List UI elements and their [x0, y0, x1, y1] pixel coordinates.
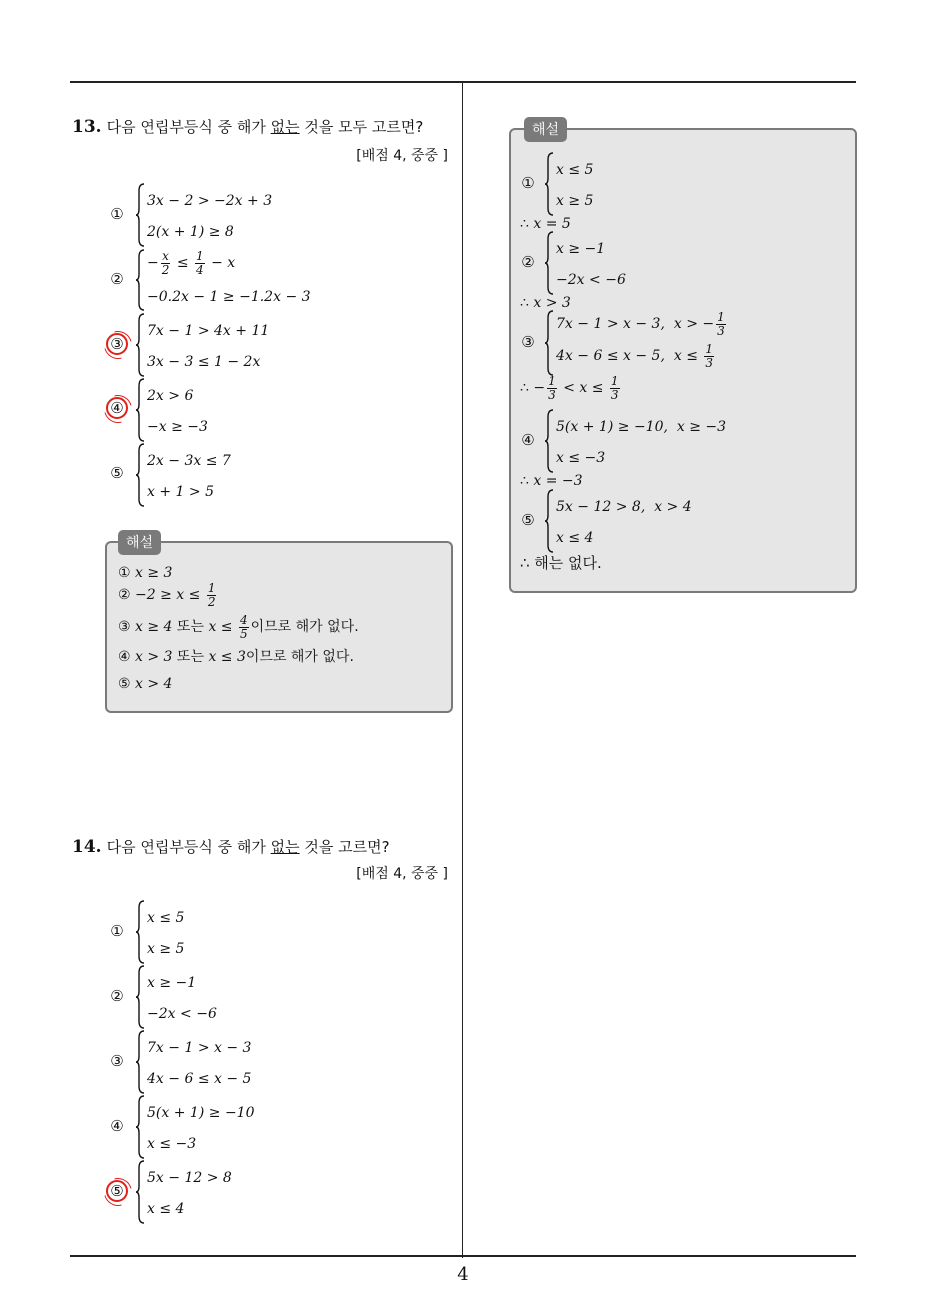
question-14-header: [72, 836, 390, 857]
option-3-line-2: 3x − 3 ≤ 1 − 2x: [147, 354, 261, 370]
solution-line: ⑤ x > 4: [118, 676, 173, 692]
solution-line: x ≤ −3: [556, 450, 606, 466]
option-2-line-2: −0.2x − 1 ≥ −1.2x − 3: [147, 289, 311, 305]
brace-icon: [545, 409, 554, 473]
option-4-mark[interactable]: ④: [110, 1117, 124, 1135]
question-number: 13.: [72, 117, 102, 137]
option-2-mark[interactable]: ②: [110, 270, 124, 288]
solution-line: 7x − 1 > x − 3, x > − $\frac{1}{3}$: [556, 310, 725, 338]
solution-line: ② −2 ≥ x ≤ $\frac{1}{2}$: [118, 581, 216, 609]
question-text-before: 다음 연립부등식 중 해가: [106, 118, 271, 136]
option-4-line-1: 5(x + 1) ≥ −10: [147, 1105, 255, 1121]
option-1-mark[interactable]: ①: [110, 922, 124, 940]
solution-mark: ②: [521, 253, 535, 271]
option-3-line-2: 4x − 6 ≤ x − 5: [147, 1071, 252, 1087]
option-2-mark[interactable]: ②: [110, 987, 124, 1005]
option-1-mark[interactable]: ①: [110, 205, 124, 223]
solution-tag: 해설: [524, 117, 567, 142]
brace-icon: [545, 231, 554, 295]
option-1-line-1: 3x − 2 > −2x + 3: [147, 193, 273, 209]
question-13-meta: [배점 4, 중중 ]: [356, 148, 448, 164]
solution-line: ③ x ≥ 4 또는 x ≤ $\frac{4}{5}$ 이므로 해가 없다.: [118, 613, 359, 641]
brace-icon: [136, 1030, 145, 1094]
option-1-line-2: 2(x + 1) ≥ 8: [147, 224, 234, 240]
question-text-underlined: 없는: [270, 838, 300, 856]
solution-line: x ≤ 5: [556, 162, 594, 178]
solution-therefore: ∴ − $\frac{1}{3}$ < x ≤ $\frac{1}{3}$: [520, 374, 619, 402]
solution-mark: ⑤: [521, 511, 535, 529]
solution-line: 4x − 6 ≤ x − 5, x ≤ $\frac{1}{3}$: [556, 342, 714, 370]
option-3-mark[interactable]: ③: [110, 335, 124, 353]
solution-mark: ④: [521, 431, 535, 449]
option-1-line-1: x ≤ 5: [147, 910, 185, 926]
column-divider: [462, 82, 463, 1258]
solution-therefore: ∴ 해는 없다.: [520, 554, 602, 572]
question-text-underlined: 없는: [270, 118, 300, 136]
brace-icon: [545, 489, 554, 553]
option-5-line-2: x ≤ 4: [147, 1201, 185, 1217]
option-4-line-2: −x ≥ −3: [147, 419, 208, 435]
question-14-meta: [배점 4, 중중 ]: [356, 866, 448, 882]
brace-icon: [136, 965, 145, 1029]
bottom-rule: [70, 1255, 856, 1257]
solution-line: 5x − 12 > 8, x > 4: [556, 499, 692, 515]
brace-icon: [136, 1095, 145, 1159]
question-text-before: 다음 연립부등식 중 해가: [106, 838, 271, 856]
question-13-header: [72, 116, 423, 137]
option-2-line-2: −2x < −6: [147, 1006, 217, 1022]
solution-line: x ≥ 5: [556, 193, 594, 209]
brace-icon: [136, 443, 145, 507]
option-5-line-1: 2x − 3x ≤ 7: [147, 453, 231, 469]
solution-therefore: ∴ x = −3: [520, 473, 583, 489]
brace-icon: [136, 313, 145, 377]
option-2-line-1: − $\frac{x}{2}$ ≤ $\frac{1}{4}$ − x: [147, 249, 236, 277]
brace-icon: [136, 1160, 145, 1224]
option-4-line-1: 2x > 6: [147, 388, 194, 404]
option-2-line-1: x ≥ −1: [147, 975, 197, 991]
option-3-line-1: 7x − 1 > 4x + 11: [147, 323, 270, 339]
brace-icon: [136, 900, 145, 964]
option-3-mark[interactable]: ③: [110, 1052, 124, 1070]
solution-line: 5(x + 1) ≥ −10, x ≥ −3: [556, 419, 727, 435]
solution-line: −2x < −6: [556, 272, 626, 288]
solution-mark: ①: [521, 174, 535, 192]
brace-icon: [545, 310, 554, 376]
solution-line: x ≤ 4: [556, 530, 594, 546]
option-4-mark[interactable]: ④: [110, 399, 124, 417]
brace-icon: [136, 378, 145, 442]
brace-icon: [136, 249, 145, 311]
solution-line: ④ x > 3 또는 x ≤ 3이므로 해가 없다.: [118, 649, 354, 665]
solution-tag: 해설: [118, 530, 161, 555]
question-text-after: 것을 모두 고르면?: [299, 118, 424, 136]
option-1-line-2: x ≥ 5: [147, 941, 185, 957]
question-text-after: 것을 고르면?: [299, 838, 390, 856]
solution-line: ① x ≥ 3: [118, 565, 173, 581]
option-5-mark[interactable]: ⑤: [110, 1182, 124, 1200]
brace-icon: [136, 183, 145, 247]
page-number: 4: [457, 1264, 469, 1285]
brace-icon: [545, 152, 554, 216]
option-5-mark[interactable]: ⑤: [110, 464, 124, 482]
solution-therefore: ∴ x = 5: [520, 216, 571, 232]
option-5-line-2: x + 1 > 5: [147, 484, 214, 500]
top-rule: [70, 81, 856, 83]
option-3-line-1: 7x − 1 > x − 3: [147, 1040, 252, 1056]
solution-mark: ③: [521, 333, 535, 351]
option-5-line-1: 5x − 12 > 8: [147, 1170, 232, 1186]
solution-line: x ≥ −1: [556, 241, 606, 257]
option-4-line-2: x ≤ −3: [147, 1136, 197, 1152]
solution-therefore: ∴ x > 3: [520, 295, 571, 311]
question-number: 14.: [72, 837, 102, 857]
